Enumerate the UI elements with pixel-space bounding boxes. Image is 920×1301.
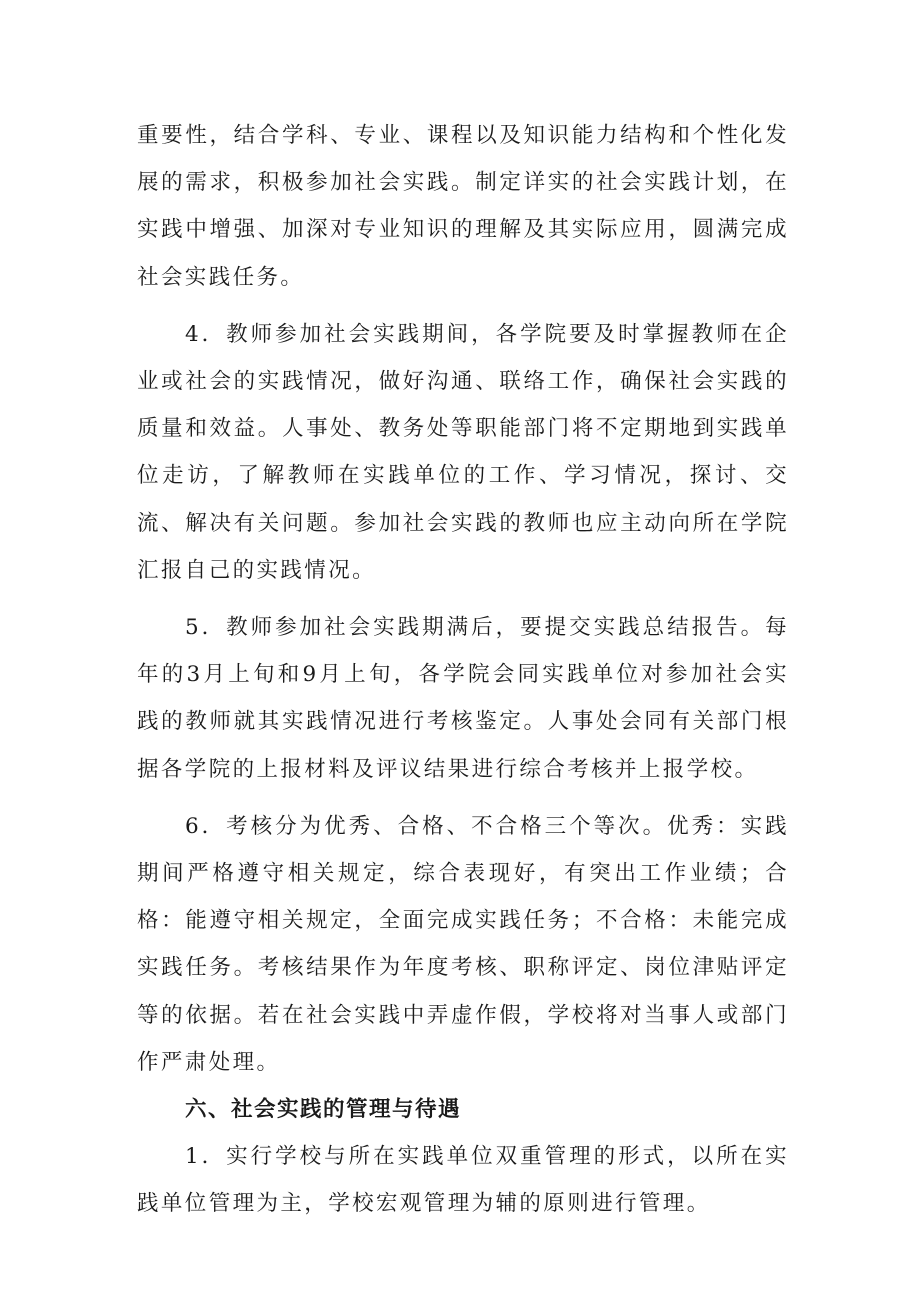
paragraph-item-4: 4．教师参加社会实践期间，各学院要及时掌握教师在企业或社会的实践情况，做好沟通、联络工作，确保社会实践的质量和效益。人事处、教务处等职能部门将不定期地到实践单位走访，了解教师在实践单位的工作、学习情况，探讨、交流、解决有关问题。参加社会实践的教师也应主动向所在学院汇报自己的实践情况。 <box>137 321 789 583</box>
paragraph-item-6: 6．考核分为优秀、合格、不合格三个等次。优秀：实践期间严格遵守相关规定，综合表现好，有突出工作业绩；合格：能遵守相关规定，全面完成实践任务；不合格：未能完成实践任务。考核结果作为年度考核、职称评定、岗位津贴评定等的依据。若在社会实践中弄虚作假，学校将对当事人或部门作严肃处理。 <box>137 813 789 1075</box>
document-body <box>137 112 789 1228</box>
paragraph-item-5: 5．教师参加社会实践期满后，要提交实践总结报告。每年的3月上旬和9月上旬，各学院会同实践单位对参加社会实践的教师就其实践情况进行考核鉴定。人事处会同有关部门根据各学院的上报材料及评议结果进行综合考核并上报学校。 <box>137 615 789 782</box>
section-heading: 六、社会实践的管理与待遇 <box>185 1097 462 1123</box>
paragraph-section-item-1: 1．实行学校与所在实践单位双重管理的形式，以所在实践单位管理为主，学校宏观管理为辅的原则进行管理。 <box>137 1144 789 1217</box>
paragraph-continuation: 重要性，结合学科、专业、课程以及知识能力结构和个性化发展的需求，积极参加社会实践。制定详实的社会实践计划，在实践中增强、加深对专业知识的理解及其实际应用，圆满完成社会实践任务。 <box>137 123 789 290</box>
